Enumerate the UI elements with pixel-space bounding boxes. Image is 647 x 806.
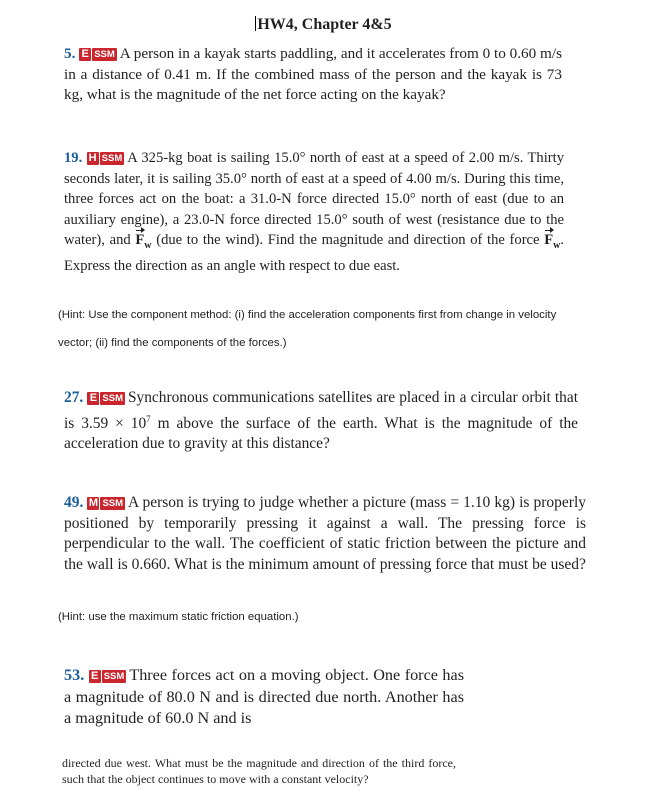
problem-text-continued: m above the surface of the earth. What is the magnitude of the acceleration due to gravity at this distance? bbox=[64, 414, 579, 453]
problem-text-end: . Express the direction as an angle with respect to due east. bbox=[64, 232, 565, 275]
difficulty-badge: E bbox=[89, 670, 101, 683]
problem-number: 27. bbox=[64, 389, 84, 406]
difficulty-badge: E bbox=[87, 392, 99, 405]
page-title: HW4, Chapter 4&5 bbox=[257, 16, 392, 33]
ssm-badge: SSM bbox=[101, 153, 123, 164]
vector-subscript: w bbox=[144, 239, 152, 251]
hint-49: (Hint: use the maximum static friction equation.) bbox=[58, 611, 299, 623]
problem-5 bbox=[64, 44, 562, 106]
problem-text: A person in a kayak starts paddling, and it accelerates from 0 to 0.60 m/s in a distance of 0.41 m. If the combined mass of the person and the kayak is 73 kg, what is the magnitude of the net force acting on the kayak? bbox=[64, 45, 562, 103]
problem-49 bbox=[64, 493, 586, 575]
ssm-badge: SSM bbox=[102, 393, 123, 404]
force-vector-symbol-2: F bbox=[544, 230, 553, 251]
problem-number: 19. bbox=[64, 150, 83, 166]
ssm-badge: SSM bbox=[103, 671, 125, 682]
problem-number: 5. bbox=[64, 45, 76, 62]
difficulty-badge: E bbox=[79, 48, 91, 61]
problem-number: 49. bbox=[64, 494, 84, 511]
force-vector-symbol: F bbox=[135, 230, 144, 251]
ssm-badge: SSM bbox=[102, 498, 124, 509]
problem-27 bbox=[64, 388, 578, 455]
problem-53-continuation: directed due west. What must be the magnitude and direction of the third force, such that the object continues to move with a constant velocity? bbox=[62, 756, 456, 786]
hint-19-line-2: vector; (ii) find the components of the forces.) bbox=[58, 337, 287, 349]
problem-19 bbox=[64, 148, 564, 277]
difficulty-badge: M bbox=[88, 497, 99, 509]
difficulty-badge: H bbox=[87, 152, 99, 165]
hint-19-line-1: (Hint: Use the component method: (i) find the acceleration components first from change in velocity bbox=[58, 309, 557, 321]
problem-53 bbox=[64, 665, 464, 730]
problem-text: A person is trying to judge whether a picture (mass = 1.10 kg) is properly positioned by temporarily pressing it against a wall. The pressing force is perpendicular to the wall. The coefficient of static friction between the picture and the wall is 0.660. What is the minimum amount of pressing force that must be used? bbox=[64, 494, 586, 573]
problem-text: Three forces act on a moving object. One force has a magnitude of 80.0 N and is directed due north. Another has a magnitude of 60.0 N and is bbox=[64, 666, 464, 727]
exponent: 7 bbox=[146, 413, 151, 424]
vector-subscript-2: w bbox=[553, 239, 561, 251]
problem-text-continued: (due to the wind). Find the magnitude and direction of the force bbox=[156, 232, 540, 248]
problem-text: Synchronous communications satellites are placed in a circular orbit that is 3.59 × 10 bbox=[64, 389, 578, 432]
problem-number: 53. bbox=[64, 666, 85, 684]
problem-text: A 325-kg boat is sailing 15.0° north of east at a speed of 2.00 m/s. Thirty seconds later, it is sailing 35.0° north of east at a speed of 4.00 m/s. During this time, three forces act on the boat: a 31.0-N force directed 15.0° north of east (due to an auxiliary engine), a 23.0-N force directed 15.0° south of west (resistance due to the water), and bbox=[64, 150, 564, 248]
ssm-badge: SSM bbox=[94, 49, 115, 60]
